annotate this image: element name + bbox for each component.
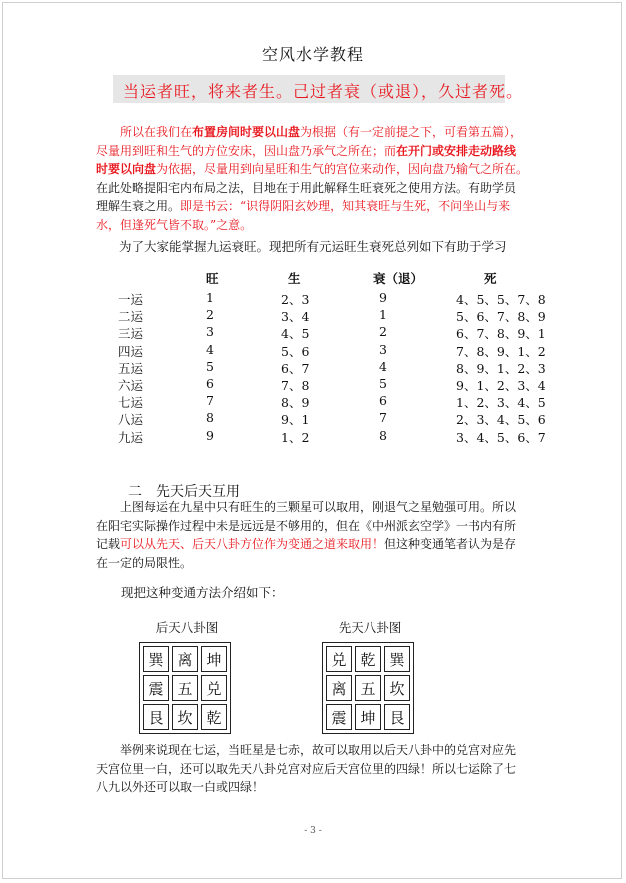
bagua-cell: 艮 — [384, 704, 410, 730]
para-line: 在阳宅实际操作过程中未是远远是不够用的，但在《中州派玄空学》一书内有所 — [96, 518, 517, 533]
para-line: 在一定的局限性。 — [96, 555, 193, 570]
bagua-cell: 坤 — [355, 704, 381, 730]
table-cell-sheng: 7、8 — [281, 378, 310, 393]
bagua-cell: 巽 — [384, 646, 410, 672]
para-line: 上图每运在九星中只有旺生的三颗星可以取用，刚退气之星勉强可用。所以 — [120, 500, 517, 514]
table-cell-sheng: 4、5 — [281, 326, 310, 342]
header-shuai: 衰（退） — [373, 271, 424, 286]
table-cell-si: 3、4、5、6、7 — [456, 429, 546, 445]
bagua-cell: 兑 — [326, 646, 352, 672]
bagua-cell: 五 — [172, 675, 198, 701]
table-cell-wang: 5 — [206, 358, 214, 374]
table-cell-sheng: 9、1 — [281, 412, 310, 428]
table-intro: 为了大家能掌握九运衰旺。现把所有元运旺生衰死总列如下有助于学习 — [119, 239, 507, 254]
bagua-caption: 后天八卦图 — [155, 620, 219, 635]
table-cell-shuai: 1 — [379, 307, 387, 323]
bagua-cell: 坎 — [172, 704, 198, 730]
table-cell-wang: 3 — [206, 324, 214, 340]
emphasis-text: 时要以向盘 — [96, 162, 157, 176]
bagua-cell: 艮 — [143, 704, 169, 730]
table-cell-si: 8、9、1、2、3 — [456, 360, 546, 376]
table-cell-wang: 6 — [206, 376, 214, 391]
bagua-cell: 坎 — [384, 675, 410, 701]
bagua-cell: 离 — [172, 646, 198, 672]
table-cell-shuai: 6 — [379, 393, 387, 409]
header-si: 死 — [484, 271, 497, 286]
text-span: 理解生衰之用。 — [96, 199, 181, 213]
table-cell-shuai: 4 — [379, 358, 387, 374]
table-cell-yun: 九运 — [118, 429, 144, 445]
table-cell-wang: 4 — [206, 341, 214, 357]
emphasis-text: 在开门或安排走动路线 — [396, 143, 517, 158]
header-wang: 旺 — [206, 271, 219, 286]
text-span: 尽量用到旺和生气的方位安床，因山盘乃承气之所在；而 — [96, 143, 397, 158]
table-cell-sheng: 6、7 — [281, 360, 310, 376]
table-cell-wang: 8 — [206, 410, 214, 426]
table-cell-sheng: 2、3 — [281, 292, 310, 307]
table-cell-shuai: 9 — [379, 290, 387, 305]
bagua-cell: 离 — [326, 675, 352, 701]
para-line — [96, 142, 536, 161]
para-line: 在此处略提阳宅内布局之法，目地在于用此解释生旺衰死之使用方法。有助学员 — [96, 180, 517, 195]
bagua-caption: 先天八卦图 — [338, 620, 402, 635]
table-cell-yun: 三运 — [118, 326, 144, 342]
table-cell-si: 4、5、5、7、8 — [456, 292, 546, 307]
text-span: 记载 — [96, 537, 121, 551]
bagua-cell: 五 — [355, 675, 381, 701]
table-cell-si: 9、1、2、3、4 — [456, 378, 546, 393]
table-cell-shuai: 3 — [379, 341, 387, 357]
text-span: 但这种变通笔者认为是存 — [384, 537, 517, 551]
para-line — [96, 160, 536, 179]
table-cell-sheng: 8、9 — [281, 395, 310, 411]
emphasis-text: 布置房间时要以山盘 — [192, 125, 301, 139]
para-line: 八九以外还可以取一白或四绿！ — [96, 780, 265, 794]
text-span: 为根据（有一定前提之下，可看第五篇）， — [300, 125, 523, 139]
bagua-grid — [322, 642, 414, 734]
table-cell-yun: 一运 — [118, 292, 144, 307]
page-number: - 3 - — [304, 826, 322, 836]
table-cell-shuai: 5 — [379, 376, 387, 391]
motto-text: 当运者旺，将来者生。己过者衰（或退），久过者死。 — [123, 82, 524, 101]
table-cell-shuai: 2 — [379, 324, 387, 340]
paragraph-layout — [96, 123, 536, 234]
bagua-cell: 兑 — [201, 675, 227, 701]
table-cell-wang: 9 — [206, 427, 214, 443]
header-sheng: 生 — [288, 271, 301, 286]
para-line: 举例来说现在七运，当旺星是七赤，故可以取用以后天八卦中的兑宫对应先 — [120, 743, 517, 757]
bagua-cell: 震 — [326, 704, 352, 730]
para-line — [96, 123, 536, 142]
bagua-cell: 坤 — [201, 646, 227, 672]
table-cell-sheng: 3、4 — [281, 309, 310, 325]
paragraph-xiantian — [96, 498, 536, 572]
table-cell-si: 2、3、4、5、6 — [456, 412, 546, 428]
table-cell-yun: 四运 — [118, 343, 144, 359]
bagua-cell: 巽 — [143, 646, 169, 672]
table-cell-wang: 1 — [206, 290, 214, 305]
method-intro: 现把这种变通方法介绍如下： — [121, 585, 284, 600]
table-cell-yun: 八运 — [118, 412, 144, 428]
paragraph-example — [96, 741, 536, 797]
table-cell-shuai: 8 — [379, 427, 387, 443]
table-cell-sheng: 5、6 — [281, 343, 310, 359]
table-cell-si: 6、7、8、9、1 — [456, 326, 546, 342]
bagua-grid — [139, 642, 231, 734]
para-line — [96, 535, 536, 554]
bagua-cell: 震 — [143, 675, 169, 701]
table-cell-sheng: 1、2 — [281, 429, 310, 445]
table-cell-si: 5、6、7、8、9 — [456, 309, 546, 325]
table-cell-si: 7、8、9、1、2 — [456, 343, 546, 359]
para-line: 天宫位里一白，还可以取先天八卦兑宫对应后天宫位里的四绿！所以七运除了七 — [96, 761, 517, 776]
table-cell-wang: 2 — [206, 307, 214, 323]
table-cell-si: 1、2、3、4、5 — [456, 395, 546, 411]
section-heading: 二 先天后天互用 — [128, 484, 240, 500]
table-cell-yun: 五运 — [118, 360, 144, 376]
table-cell-shuai: 7 — [379, 410, 387, 426]
page-title: 空风水学教程 — [261, 45, 364, 64]
table-cell-yun: 七运 — [118, 395, 144, 411]
bagua-cell: 乾 — [201, 704, 227, 730]
bagua-cell: 乾 — [355, 646, 381, 672]
table-cell-yun: 六运 — [118, 378, 144, 393]
text-span: 所以在我们在 — [120, 125, 193, 139]
emphasis-text: 可以从先天、后天八卦方位作为变通之道来取用！ — [120, 537, 385, 551]
table-cell-wang: 7 — [206, 393, 214, 409]
para-line: 水，但逢死气皆不取。”之意。 — [96, 217, 253, 232]
text-span: 为依据，尽量用到向星旺和生气的宫位来动作，因向盘乃输气之所在。 — [156, 162, 529, 176]
table-cell-yun: 二运 — [118, 309, 144, 325]
text-span: 即是书云：“识得阴阳玄妙理，知其衰旺与生死，不问坐山与来 — [180, 199, 511, 213]
para-line — [96, 197, 536, 216]
